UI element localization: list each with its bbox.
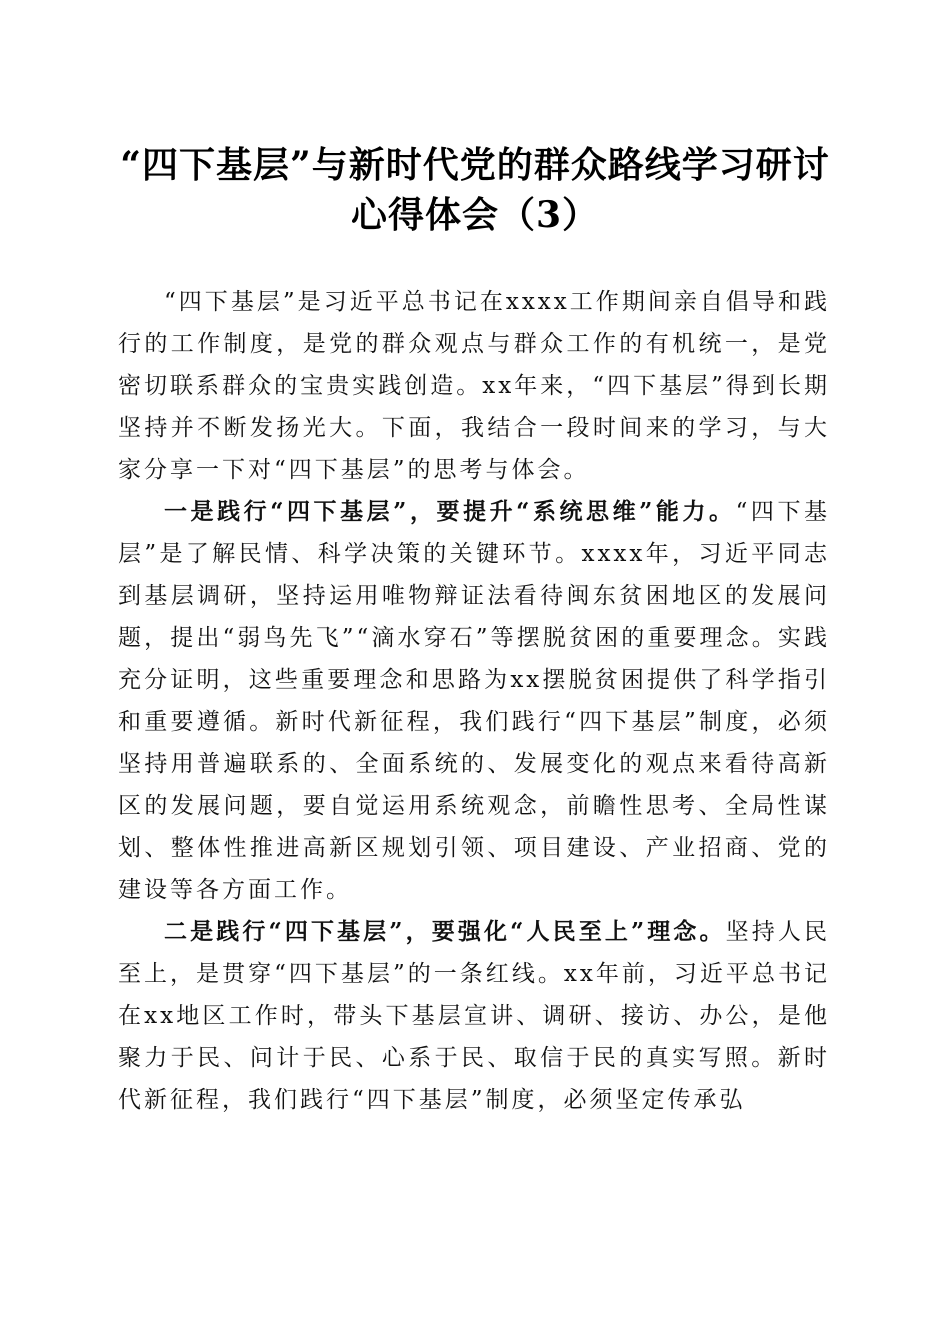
paragraph-text: “四下基层”是了解民情、科学决策的关键环节。xxxx年，习近平同志到基层调研，坚持运用唯物辩证法看待闽东贫困地区的发展问题，提出“弱鸟先飞”“滴水穿石”等摆脱贫困的重要理念。实践充分证明，这些重要理念和思路为xx摆脱贫困提供了科学指引和重要遵循。新时代新征程，我们践行“四下基层”制度，必须坚持用普遍联系的、全面系统的、发展变化的观点来看待高新区的发展问题，要自觉运用系统观念，前瞻性思考、全局性谋划、整体性推进高新区规划引领、项目建设、产业招商、党的建设等各方面工作。 [118,499,831,903]
paragraph-point-two [118,911,830,1121]
paragraph-intro [118,281,830,491]
paragraph-lead: 二是践行“四下基层”，要强化“人民至上”理念。 [164,918,726,945]
document-body [118,281,830,1121]
paragraph-point-one [118,491,830,911]
paragraph-text: “四下基层”是习近平总书记在xxxx工作期间亲自倡导和践行的工作制度，是党的群众观点与群众工作的有机统一，是党密切联系群众的宝贵实践创造。xx年来，“四下基层”得到长期坚持并不断发扬光大。下面，我结合一段时间来的学习，与大家分享一下对“四下基层”的思考与体会。 [118,289,830,483]
document-title [60,140,890,240]
title-line-1: “四下基层”与新时代党的群众路线学习研讨 [120,144,830,186]
title-line-2: 心得体会（3） [350,194,600,236]
paragraph-text: 坚持人民至上，是贯穿“四下基层”的一条红线。xx年前，习近平总书记在xx地区工作时，带头下基层宣讲、调研、接访、办公，是他聚力于民、问计于民、心系于民、取信于民的真实写照。新时代新征程，我们践行“四下基层”制度，必须坚定传承弘 [118,919,830,1113]
paragraph-lead: 一是践行“四下基层”，要提升“系统思维”能力。 [164,498,736,525]
